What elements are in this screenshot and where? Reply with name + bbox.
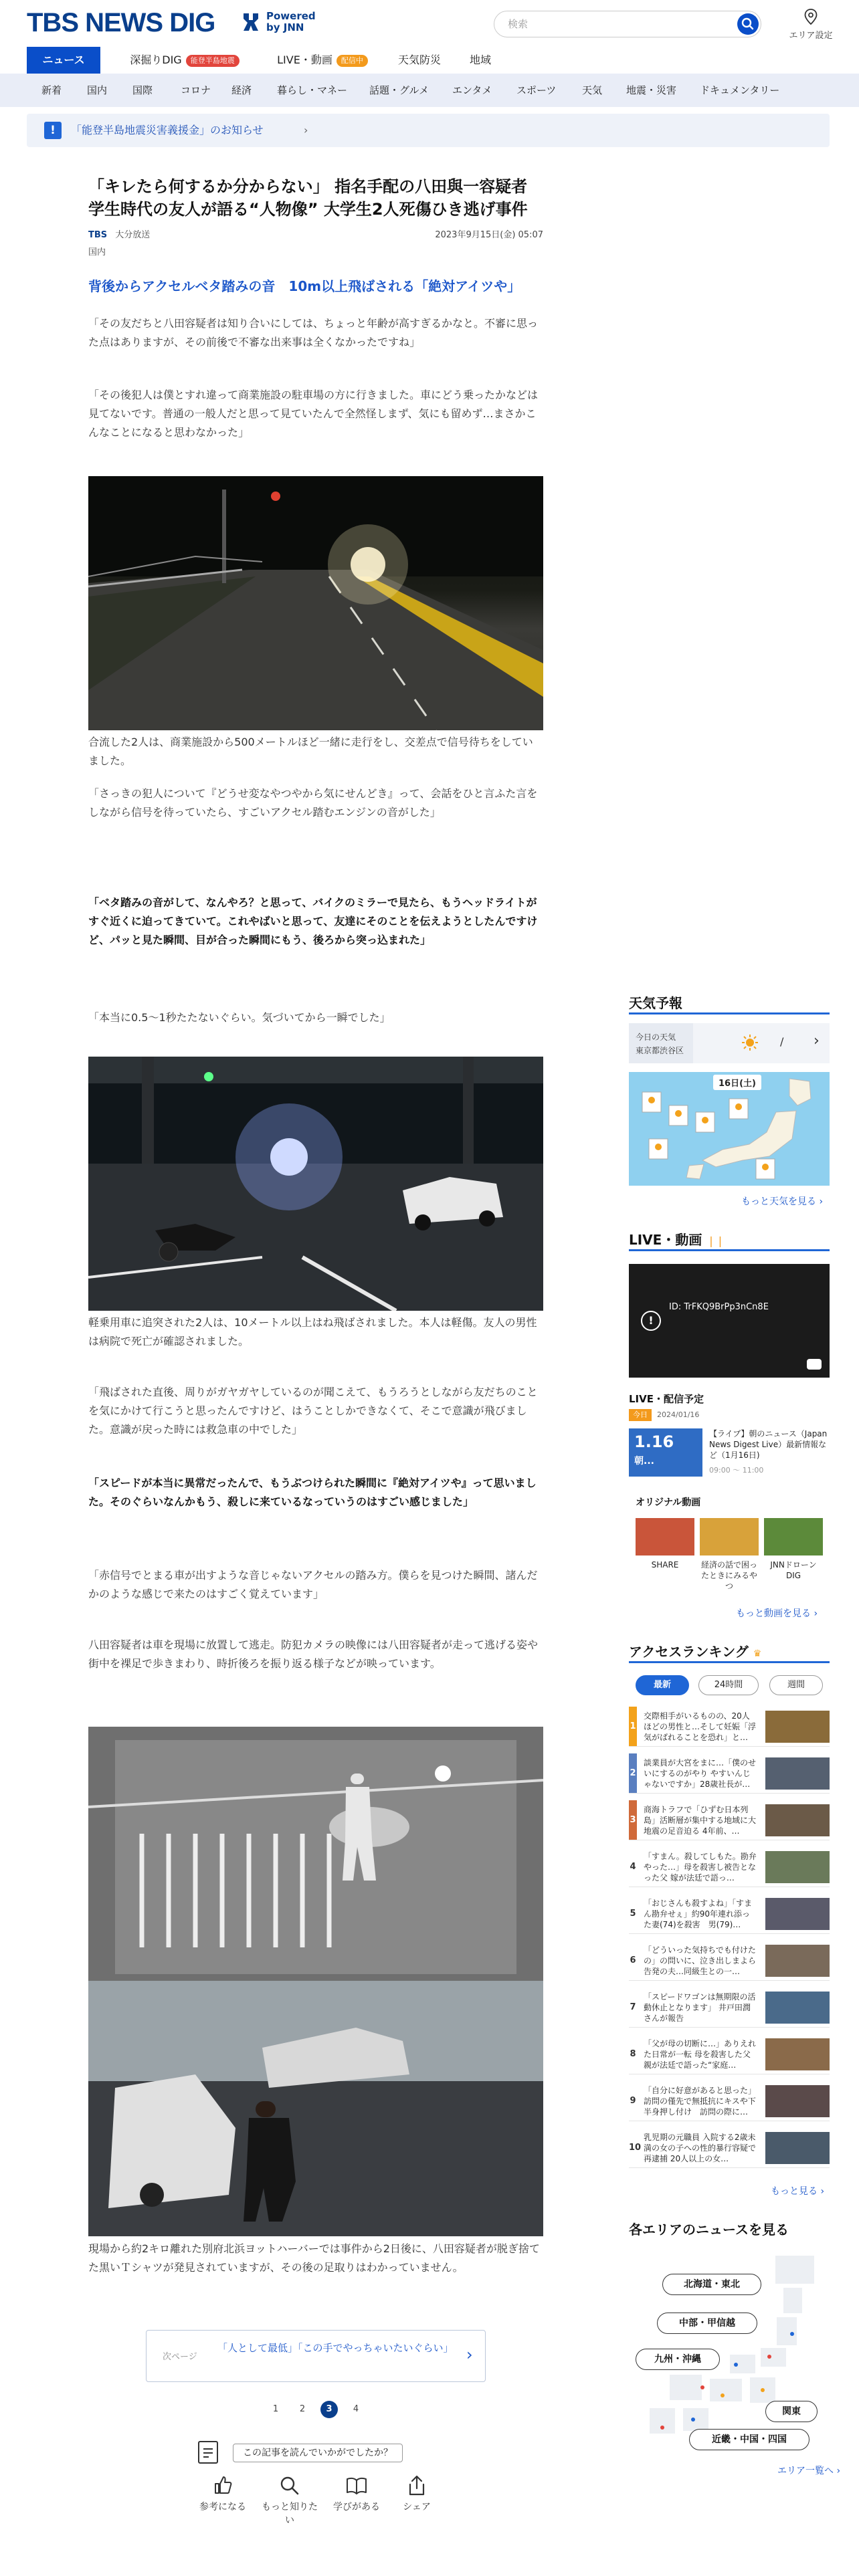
region-kyushu[interactable]: 九州・沖縄: [636, 2349, 720, 2370]
article-header: [88, 175, 543, 221]
region-kanto[interactable]: 関東: [765, 2401, 818, 2422]
chevron-right-icon: ›: [304, 124, 308, 136]
weather-heading: 天気予報: [629, 995, 682, 1011]
page-link[interactable]: 2: [299, 2404, 306, 2414]
nav-tab-deepdig[interactable]: [118, 47, 252, 74]
location-label: 東京都渋谷区: [636, 1046, 684, 1055]
share-icon: [405, 2474, 428, 2497]
error-icon: !: [641, 1311, 661, 1331]
original-video-thumb[interactable]: [700, 1518, 759, 1555]
jnn-logo-icon: [241, 11, 261, 35]
article-paragraph: 八田容疑者は車を現場に放置して逃走。防犯カメラの映像には八田容疑者が走って逃げる姿や街中を裸足で歩きまわり、時折後ろを振り返る様子などが映っています。: [88, 1638, 539, 1670]
reaction-label: シェア: [403, 2502, 431, 2512]
article-paragraph: 「赤信号でとまる車が出すような音じゃないアクセルの踏み方。僕らを見つけた瞬間、諸んだかのような感じで来たのはすごく覚えています」: [88, 1569, 538, 1600]
next-page-link[interactable]: [146, 2330, 486, 2382]
subnav-item[interactable]: コロナ: [181, 84, 211, 96]
sub-nav: [0, 74, 859, 107]
ranking-item[interactable]: [629, 1894, 830, 1934]
rank-headline: 商海トラフで「ひずむ日本列島」活断層が集中する地域に大地震の足音迫る 4年前、…: [644, 1805, 757, 1836]
regions-heading: 各エリアのニュースを見る: [629, 2222, 789, 2238]
subnav-item[interactable]: スポーツ: [516, 84, 557, 96]
rank-headline: 「自分に好意があると思った」訪問の僅先で無抵抗にキスや下半身押し付け 訪問の際に…: [644, 2086, 757, 2117]
nav-tab-label: LIVE・動画: [277, 53, 332, 66]
notepad-icon: [198, 2441, 218, 2464]
article-paragraph: 「スピードが本当に異常だったんで、もうぶつけられた瞬間に『絶対アイツや』って思いました。そのぐらいなんかもう、殺しに来ているなっていうのはすごい感じました」: [88, 1477, 537, 1508]
nav-tab-label: 深掘りDIG: [130, 53, 182, 66]
ranking-item[interactable]: [629, 2128, 830, 2168]
rank-headline: 「父が母の切断に…」ありえれた日常が一転 母を殺害した父親が法廷で語った“家庭…: [644, 2039, 757, 2070]
live-schedule-item[interactable]: [629, 1428, 830, 1477]
rank-thumbnail: [765, 1945, 830, 1977]
ranking-heading: [629, 1641, 761, 1660]
rank-headline: 「スピードワゴンは無期限の活動休止となります」 井戸田潤さんが報告: [644, 1992, 756, 2023]
rank-number: 8: [630, 2049, 636, 2059]
original-video-caption: JNNドローンDIG: [770, 1560, 817, 1580]
more-ranking-link[interactable]: もっと見る ›: [771, 2186, 825, 2197]
chevron-right-icon: ›: [466, 2345, 473, 2364]
region-kinki[interactable]: 近畿・中国・四国: [689, 2429, 809, 2450]
rank-thumbnail: [765, 1711, 830, 1743]
rank-number: 2: [629, 1753, 637, 1793]
article-subheading: 背後からアクセルベタ踏みの音 10m以上飛ばされる「絶対アイツや」: [88, 278, 521, 294]
magnifier-icon: [278, 2474, 301, 2497]
rank-number: 7: [630, 2002, 636, 2012]
rank-headline: 談業員が大宮をまに…「僕のせいにするのがやり やすいんじゃないですか」28歳社長が…: [644, 1758, 757, 1789]
nav-tab-live[interactable]: [262, 47, 383, 74]
area-setting-button[interactable]: [787, 8, 835, 41]
article-paragraph: 「本当に0.5〜1秒たたないぐらい。気づいてから一瞬でした」: [88, 1011, 391, 1024]
region-hokkaido-tohoku[interactable]: 北海道・東北: [662, 2274, 761, 2295]
rank-thumbnail: [765, 2038, 830, 2070]
rank-thumbnail: [765, 1804, 830, 1836]
publish-datetime: 2023年9月15日(金) 05:07: [435, 230, 543, 240]
today-weather-widget[interactable]: [629, 1023, 830, 1063]
article-paragraph: 「飛ばされた直後、周りがガヤガヤしているのが聞こえて、もうろうとしながら友だちのことを気にかけて行こうと思ったんですけど、はうことしかできなくて、そこで意識が飛びました。意識が戻った時には救急車の中でした」: [88, 1386, 538, 1436]
rank-headline: 乳児期の元職員 入院する2歳未満の女の子への性的暴行容疑で再逮捕 20人以上の女…: [644, 2133, 757, 2163]
weather-map[interactable]: [629, 1072, 830, 1186]
feedback-prompt: [198, 2441, 434, 2465]
ranking-tab-weekly[interactable]: 週間: [769, 1675, 823, 1695]
page-link[interactable]: 4: [353, 2404, 359, 2414]
disaster-donation-notice[interactable]: [27, 114, 830, 147]
article-title: [88, 175, 543, 221]
original-video-caption: 経済の話で困ったときにみるやつ: [700, 1560, 757, 1591]
ranking-item[interactable]: [629, 1847, 830, 1887]
security-camera-illustration: [88, 1727, 543, 2236]
photo-security-camera: [88, 1727, 543, 2236]
subnav-item[interactable]: 暮らし・マネー: [277, 84, 348, 96]
ranking-heading-text: アクセスランキング: [629, 1644, 749, 1660]
subnav-item[interactable]: 国際: [132, 84, 153, 96]
article-paragraph: 軽乗用車に追突された2人は、10メートル以上はね飛ばされました。本人は軽傷。友人の男性は病院で死亡が確認されました。: [88, 1316, 537, 1348]
search-icon: [737, 13, 759, 35]
ranking-item[interactable]: [629, 1988, 830, 2028]
next-page-label: 次ページ: [163, 2352, 197, 2362]
ranking-tab-24h[interactable]: 24時間: [698, 1675, 759, 1695]
ranking-item[interactable]: [629, 1800, 830, 1840]
photo-night-road: [88, 476, 543, 730]
schedule-thumbnail: [629, 1428, 702, 1477]
open-book-icon: [345, 2474, 368, 2497]
powered-line-1: Powered: [266, 10, 316, 22]
live-video-player[interactable]: [629, 1264, 830, 1378]
today-label: 今日の天気: [636, 1033, 676, 1042]
subnav-item[interactable]: 天気: [582, 84, 603, 96]
original-video-heading: オリジナル動画: [636, 1497, 701, 1508]
original-video-thumb[interactable]: [764, 1518, 823, 1555]
reaction-share[interactable]: [387, 2474, 447, 2513]
temp-separator: /: [780, 1035, 784, 1048]
ranking-item[interactable]: [629, 1941, 830, 1981]
rank-number: 4: [630, 1862, 636, 1872]
nav-tab-weather[interactable]: 天気防災: [397, 53, 441, 66]
heading-underline: [629, 1661, 830, 1663]
rank-thumbnail: [765, 1992, 830, 2024]
main-nav: [0, 47, 859, 74]
subnav-item[interactable]: 経済: [231, 84, 252, 96]
reaction-learning[interactable]: [326, 2474, 387, 2513]
schedule-thumb-sub: 朝...: [634, 1456, 654, 1467]
live-heading-text: LIVE・動画: [629, 1232, 702, 1248]
next-page-title: 「人として最低」「この手でやっちゃいたいぐらい」: [217, 2342, 454, 2354]
region-chubu[interactable]: 中部・甲信越: [657, 2313, 757, 2334]
original-video-caption: SHARE: [651, 1560, 679, 1570]
page-link[interactable]: 1: [272, 2404, 279, 2414]
crown-icon: ♛: [753, 1648, 762, 1659]
more-videos-link[interactable]: もっと動画を見る ›: [736, 1608, 818, 1619]
reaction-want-more[interactable]: [260, 2474, 320, 2527]
thumbs-up-icon: [211, 2474, 234, 2497]
region-list-link[interactable]: エリア一覧へ ›: [777, 2466, 841, 2476]
more-weather-link[interactable]: もっと天気を見る ›: [741, 1196, 824, 1207]
rank-thumbnail: [765, 1757, 830, 1790]
nav-tab-news[interactable]: ニュース: [27, 47, 100, 74]
powered-by-label: [266, 11, 316, 33]
rank-number: 3: [629, 1800, 637, 1840]
alert-icon: !: [44, 122, 62, 139]
live-heading: [629, 1229, 725, 1249]
title-line: 学生時代の友人が語る“人物像” 大学生2人死傷ひき逃げ事件: [88, 200, 528, 219]
heading-underline: [629, 1249, 830, 1251]
rank-headline: 「おじさんも殺すよね」「すまん勘弁せぇ」約90年連れ添った妻(74)を殺害 男(79)…: [644, 1899, 753, 1929]
ranking-item[interactable]: [629, 1707, 830, 1747]
article-paragraph: 合流した2人は、商業施設から500メートルほど一緒に走行をし、交差点で信号待ちをしていました。: [88, 736, 533, 767]
subnav-item[interactable]: 話題・グルメ: [369, 84, 430, 96]
nav-badge: 配信中: [337, 55, 368, 67]
site-header: [0, 0, 859, 47]
rank-headline: 交際相手がいるものの、20人ほどの男性と…そして妊娠「浮気がばれることを恐れ」と…: [644, 1711, 757, 1742]
article-paragraph: 「さっきの犯人について『どうせ変なやつやから気にせんどき』って、会話をひと言ふた言をしながら信号を待っていたら、すごいアクセル踏むエンジンの音がした」: [88, 787, 538, 819]
reaction-label: 学びがある: [333, 2502, 380, 2512]
schedule-title: 【ライブ】朝のニュース（Japan News Digest Live）最新情報など（1月16日): [709, 1429, 828, 1460]
page-link-current[interactable]: 3: [320, 2401, 338, 2418]
search-box: [494, 11, 761, 37]
rank-thumbnail: [765, 1898, 830, 1930]
rank-headline: 「どういった気持ちでも付けたの」の問いに、泣き出しまよら告発の夫…同級生との一…: [644, 1945, 757, 1976]
weather-location-box: [629, 1023, 693, 1063]
article-paragraph: 「ベタ踏みの音がして、なんやろ？と思って、バイクのミラーで見たら、もうヘッドライトがすぐ近くに迫ってきていて。これやばいと思って、友達にそのことを伝えようとしたんですけど、パッと見た瞬間、目が合った瞬間にもう、後ろから突っ込まれた」: [88, 896, 538, 946]
title-line: 「キレたら何するか分からない」 指名手配の八田與一容疑者: [88, 177, 528, 196]
ranking-item[interactable]: [629, 2034, 830, 2074]
ranking-item[interactable]: [629, 1753, 830, 1794]
rank-thumbnail: [765, 1851, 830, 1883]
rank-number: 1: [629, 1707, 637, 1746]
schedule-hours: 09:00 〜 11:00: [709, 1466, 764, 1475]
category-label[interactable]: 国内: [88, 247, 106, 257]
weather-map-date: 16日(土): [713, 1075, 761, 1090]
schedule-date: 2024/01/16: [657, 1410, 700, 1419]
live-schedule-heading: LIVE・配信予定: [629, 1393, 704, 1405]
sun-icon: [741, 1034, 759, 1051]
article-meta: [88, 227, 543, 241]
heading-underline: [629, 1012, 830, 1014]
search-input[interactable]: [508, 11, 722, 37]
site-logo[interactable]: TBS NEWS DIG: [27, 8, 215, 37]
schedule-thumb-date: 1.16: [634, 1432, 674, 1451]
chevron-right-icon: ›: [814, 1033, 820, 1049]
article-paragraph: 「その後犯人は僕とすれ違って商業施設の駐車場の方に行きました。車にどう乗ったかなどは見てないです。普通の一般人だと思って見ていたんで全然怪しまず、気にも留めず…まさかこんなことになると思わなかった」: [88, 389, 539, 439]
rank-thumbnail: [765, 2085, 830, 2117]
rank-thumbnail: [765, 2132, 830, 2164]
powered-line-2: by JNN: [266, 21, 304, 33]
nav-tab-region[interactable]: 地域: [469, 53, 491, 66]
subnav-item[interactable]: 新着: [41, 84, 62, 96]
night-road-illustration: [88, 476, 543, 730]
subnav-item[interactable]: 国内: [87, 84, 108, 96]
original-video-thumb[interactable]: [636, 1518, 694, 1555]
ranking-tab-latest[interactable]: 最新: [636, 1675, 689, 1695]
reaction-label: もっと知りたい: [262, 2502, 318, 2526]
today-badge: 今日: [629, 1409, 652, 1421]
notice-text: 「能登半島地震災害義援金」のお知らせ: [71, 124, 264, 136]
search-button[interactable]: [737, 13, 759, 35]
subnav-item[interactable]: エンタメ: [452, 84, 492, 96]
reaction-helpful[interactable]: [193, 2474, 253, 2513]
rank-number: 6: [630, 1955, 636, 1965]
reaction-label: 参考になる: [199, 2502, 246, 2512]
area-setting-label: エリア設定: [789, 31, 833, 41]
video-error-text: ID: TrFKQ9BrPp3nCn8E: [669, 1302, 769, 1312]
photo-crash-scene: [88, 1057, 543, 1311]
youtube-icon: [807, 1359, 822, 1370]
signal-icon: ❘❘: [706, 1235, 725, 1247]
nav-badge: 能登半島地震: [186, 55, 240, 67]
article-paragraph: 「その友だちと八田容疑者は知り合いにしては、ちょっと年齢が高すぎるかなと。不審に思った点はありますが、その前後で不審な出来事は全くなかったですね」: [88, 317, 539, 348]
feedback-question: この記事を読んでいかがでしたか？: [233, 2444, 403, 2462]
crash-scene-illustration: [88, 1057, 543, 1311]
subnav-item[interactable]: 地震・災害: [626, 84, 677, 96]
rank-number: 5: [630, 1909, 636, 1919]
source-name[interactable]: 大分放送: [115, 230, 151, 240]
ranking-item[interactable]: [629, 2081, 830, 2121]
subnav-item[interactable]: ドキュメンタリー: [700, 84, 780, 96]
rank-number: 9: [630, 2096, 636, 2106]
rank-headline: 「すまん。殺してしもた。勘弁やった…」母を殺害し被告となった父 嫁が法廷で語っ…: [644, 1852, 757, 1883]
source-logo: TBS: [88, 230, 108, 240]
article-paragraph: 現場から約2キロ離れた別府北浜ヨットハーバーでは事件から2日後に、八田容疑者が脱ぎ捨てた黒いＴシャツが発見されていますが、その後の足取りはわかっていません。: [88, 2242, 540, 2274]
rank-number: 10: [629, 2143, 642, 2153]
location-pin-icon: [803, 8, 818, 25]
